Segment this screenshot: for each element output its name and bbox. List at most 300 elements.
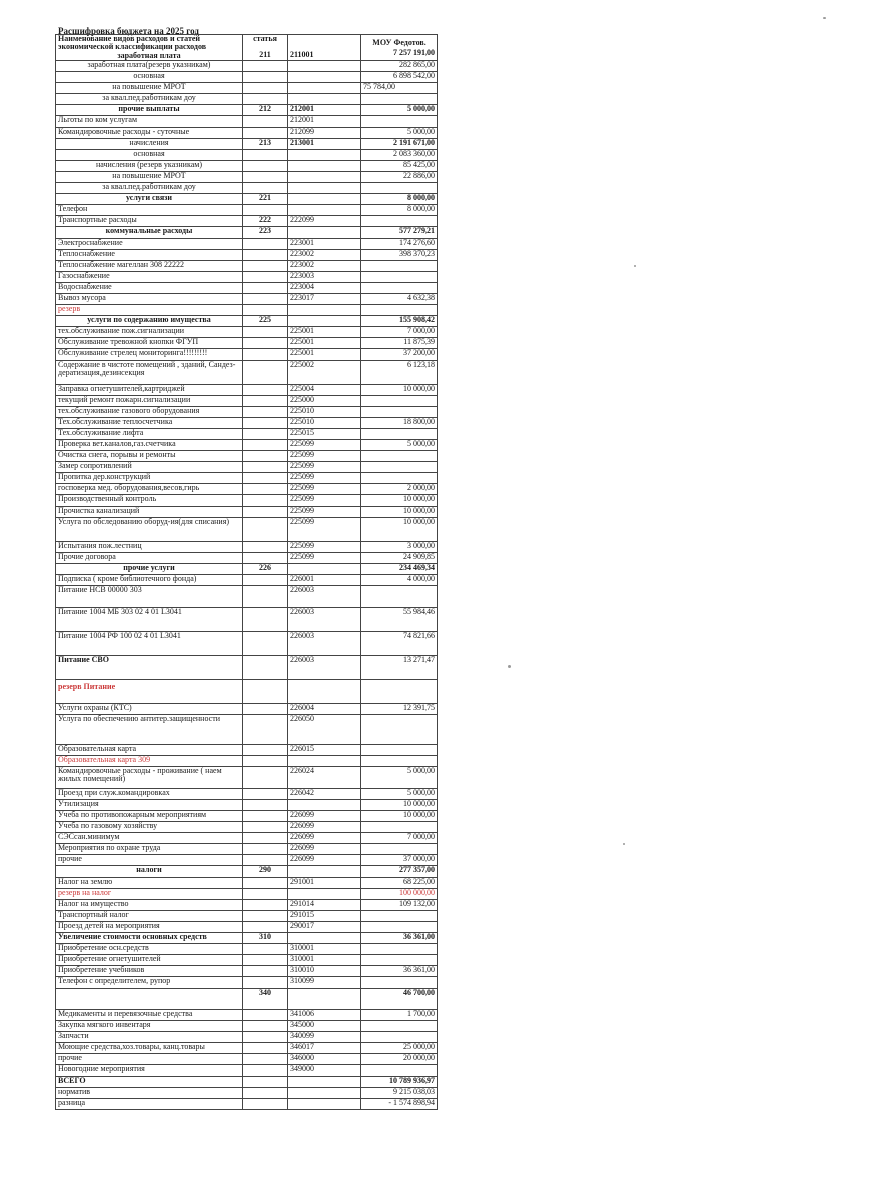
item-name-cell: Тех.обслуживание лифта <box>56 428 243 439</box>
article-cell: 212 <box>243 105 288 116</box>
code-cell: 345000 <box>288 1021 361 1032</box>
amount-cell: 2 191 671,00 <box>361 138 438 149</box>
article-cell <box>243 72 288 83</box>
item-name-cell: Услуга по обследованию оборуд-ия(для списания) <box>56 517 243 541</box>
article-cell <box>243 1076 288 1087</box>
table-row <box>56 966 438 977</box>
item-name-cell: тех.обслуживание газового оборудования <box>56 406 243 417</box>
article-cell <box>243 305 288 316</box>
item-name-cell: услуги связи <box>56 194 243 205</box>
header-sum-value: 7 257 191,00 <box>393 48 435 57</box>
table-row <box>56 440 438 451</box>
amount-cell: 4 632,38 <box>361 293 438 304</box>
amount-cell: 174 276,60 <box>361 238 438 249</box>
amount-cell: 11 875,39 <box>361 338 438 349</box>
code-cell: 226003 <box>288 607 361 631</box>
item-name-cell: Проезд детей на мероприятия <box>56 921 243 932</box>
item-name-cell: прочие <box>56 855 243 866</box>
item-name-cell: начисления (резерв указникам) <box>56 160 243 171</box>
amount-cell <box>361 1021 438 1032</box>
table-row <box>56 406 438 417</box>
amount-cell: 20 000,00 <box>361 1054 438 1065</box>
amount-cell <box>361 282 438 293</box>
amount-cell <box>361 715 438 745</box>
amount-cell <box>361 260 438 271</box>
table-row <box>56 1021 438 1032</box>
item-name-cell: основная <box>56 72 243 83</box>
table-row <box>56 607 438 631</box>
item-name-cell: прочие <box>56 1054 243 1065</box>
table-row <box>56 756 438 767</box>
table-row <box>56 788 438 799</box>
table-row <box>56 866 438 877</box>
code-cell: 223004 <box>288 282 361 293</box>
header-article-value: 211 <box>259 50 271 59</box>
code-cell <box>288 888 361 899</box>
item-name-cell: Приобретение осн.средств <box>56 944 243 955</box>
item-name-cell: Закупка мягкого инвентаря <box>56 1021 243 1032</box>
item-name-cell: начисления <box>56 138 243 149</box>
code-cell <box>288 183 361 194</box>
amount-cell: 109 132,00 <box>361 899 438 910</box>
table-row <box>56 227 438 238</box>
amount-cell: 37 000,00 <box>361 855 438 866</box>
item-name-cell: Теплоснабжение магеллан 308 22222 <box>56 260 243 271</box>
amount-cell <box>361 395 438 406</box>
article-cell <box>243 238 288 249</box>
table-row <box>56 473 438 484</box>
article-cell <box>243 127 288 138</box>
code-cell: 212001 <box>288 116 361 127</box>
article-cell <box>243 811 288 822</box>
item-name-cell: Обслуживание тревожной кнопки ФГУП <box>56 338 243 349</box>
table-row <box>56 1065 438 1076</box>
table-row <box>56 282 438 293</box>
code-cell: 310001 <box>288 944 361 955</box>
item-name-cell: Прочие договора <box>56 552 243 563</box>
code-cell: 226099 <box>288 855 361 866</box>
article-cell <box>243 171 288 182</box>
code-cell: 225010 <box>288 406 361 417</box>
article-cell <box>243 745 288 756</box>
table-row <box>56 327 438 338</box>
amount-cell: 9 215 038,03 <box>361 1087 438 1098</box>
code-cell: 291001 <box>288 877 361 888</box>
amount-cell: 8 000,00 <box>361 205 438 216</box>
amount-cell: 18 800,00 <box>361 417 438 428</box>
amount-cell: 10 000,00 <box>361 495 438 506</box>
code-cell <box>288 316 361 327</box>
item-name-cell: Медикаменты и перевязочные средства <box>56 1010 243 1021</box>
table-row <box>56 384 438 395</box>
table-row <box>56 484 438 495</box>
budget-table <box>55 34 438 1110</box>
item-name-cell: Обслуживание стрелец мониторинга!!!!!!!!! <box>56 349 243 360</box>
amount-cell <box>361 1032 438 1043</box>
table-row <box>56 1043 438 1054</box>
article-cell <box>243 395 288 406</box>
table-row <box>56 844 438 855</box>
code-cell <box>288 194 361 205</box>
table-row <box>56 360 438 384</box>
item-name-cell: Производственный контроль <box>56 495 243 506</box>
amount-cell: 155 908,42 <box>361 316 438 327</box>
amount-cell <box>361 822 438 833</box>
code-cell <box>288 227 361 238</box>
code-cell: 223001 <box>288 238 361 249</box>
article-cell <box>243 349 288 360</box>
table-row <box>56 1032 438 1043</box>
table-row <box>56 877 438 888</box>
code-cell <box>288 83 361 94</box>
item-name-cell: Замер сопротивлений <box>56 462 243 473</box>
article-cell <box>243 977 288 988</box>
amount-cell: 5 000,00 <box>361 440 438 451</box>
article-cell <box>243 205 288 216</box>
amount-cell <box>361 977 438 988</box>
article-cell <box>243 83 288 94</box>
item-name-cell: прочие выплаты <box>56 105 243 116</box>
code-cell: 223002 <box>288 260 361 271</box>
item-name-cell: Командировочные расходы - суточные <box>56 127 243 138</box>
amount-cell: 3 000,00 <box>361 541 438 552</box>
code-cell <box>288 72 361 83</box>
code-cell <box>288 94 361 105</box>
article-cell: 290 <box>243 866 288 877</box>
item-name-cell: резерв Питание <box>56 679 243 704</box>
article-cell <box>243 655 288 679</box>
code-cell: 225001 <box>288 338 361 349</box>
table-row <box>56 704 438 715</box>
table-row <box>56 811 438 822</box>
table-row <box>56 933 438 944</box>
amount-cell <box>361 745 438 756</box>
article-cell <box>243 679 288 704</box>
article-cell <box>243 327 288 338</box>
article-cell <box>243 855 288 866</box>
amount-cell <box>361 910 438 921</box>
table-row <box>56 715 438 745</box>
item-name-cell: заработная плата(резерв указникам) <box>56 61 243 72</box>
code-cell: 225001 <box>288 349 361 360</box>
header-article-label: статья <box>253 34 277 43</box>
item-name-cell: за квал.пед.работникам доу <box>56 94 243 105</box>
code-cell: 310010 <box>288 966 361 977</box>
amount-cell <box>361 406 438 417</box>
article-cell <box>243 484 288 495</box>
amount-cell: 2 083 360,00 <box>361 149 438 160</box>
amount-cell: 22 886,00 <box>361 171 438 182</box>
amount-cell <box>361 921 438 932</box>
article-cell <box>243 116 288 127</box>
amount-cell: 36 361,00 <box>361 933 438 944</box>
amount-cell <box>361 1065 438 1076</box>
item-name-cell: Проезд при служ.командировках <box>56 788 243 799</box>
article-cell <box>243 788 288 799</box>
table-row <box>56 249 438 260</box>
item-name-cell: Новогодние мероприятия <box>56 1065 243 1076</box>
amount-cell: 10 789 936,97 <box>361 1076 438 1087</box>
item-name-cell: Образовательная карта 309 <box>56 756 243 767</box>
amount-cell <box>361 94 438 105</box>
table-row <box>56 921 438 932</box>
article-cell <box>243 94 288 105</box>
article-cell <box>243 360 288 384</box>
table-row <box>56 899 438 910</box>
article-cell <box>243 451 288 462</box>
article-cell <box>243 384 288 395</box>
table-row <box>56 1054 438 1065</box>
table-row <box>56 462 438 473</box>
amount-cell: 12 391,75 <box>361 704 438 715</box>
item-name-cell: Вывоз мусора <box>56 293 243 304</box>
code-cell: 310099 <box>288 977 361 988</box>
code-cell: 341006 <box>288 1010 361 1021</box>
table-row <box>56 305 438 316</box>
code-cell: 346000 <box>288 1054 361 1065</box>
table-row <box>56 293 438 304</box>
amount-cell: 7 000,00 <box>361 327 438 338</box>
code-cell: 225002 <box>288 360 361 384</box>
code-cell <box>288 988 361 1010</box>
amount-cell: 8 000,00 <box>361 194 438 205</box>
table-row <box>56 944 438 955</box>
article-cell: 223 <box>243 227 288 238</box>
amount-cell <box>361 462 438 473</box>
amount-cell: 37 200,00 <box>361 349 438 360</box>
code-cell: 225015 <box>288 428 361 439</box>
table-row <box>56 767 438 789</box>
item-name-cell: Телефон <box>56 205 243 216</box>
amount-cell <box>361 679 438 704</box>
amount-cell <box>361 473 438 484</box>
code-cell: 226003 <box>288 655 361 679</box>
item-name-cell: основная <box>56 149 243 160</box>
table-row <box>56 183 438 194</box>
code-cell: 226003 <box>288 586 361 608</box>
code-cell: 225099 <box>288 552 361 563</box>
item-name-cell: Тех.обслуживание теплосчетчика <box>56 417 243 428</box>
table-row <box>56 238 438 249</box>
code-cell: 225099 <box>288 473 361 484</box>
article-cell: 222 <box>243 216 288 227</box>
amount-cell: 13 271,47 <box>361 655 438 679</box>
amount-cell <box>361 586 438 608</box>
code-cell: 225099 <box>288 440 361 451</box>
header-name-label: Наименование видов расходов и статей экономической классификации расходов <box>58 34 207 51</box>
article-cell <box>243 910 288 921</box>
amount-cell <box>361 183 438 194</box>
article-cell <box>243 955 288 966</box>
table-row <box>56 977 438 988</box>
code-cell <box>288 679 361 704</box>
article-cell <box>243 1032 288 1043</box>
table-row <box>56 910 438 921</box>
item-name-cell: Телефон с определителем, рупор <box>56 977 243 988</box>
amount-cell: 234 469,34 <box>361 563 438 574</box>
table-row <box>56 216 438 227</box>
code-cell: 225099 <box>288 484 361 495</box>
article-cell: 213 <box>243 138 288 149</box>
code-cell: 225000 <box>288 395 361 406</box>
code-cell: 225001 <box>288 327 361 338</box>
amount-cell: 10 000,00 <box>361 811 438 822</box>
code-cell: 226003 <box>288 631 361 655</box>
item-name-cell: госповерка мед. оборудования,весов,гирь <box>56 484 243 495</box>
article-cell <box>243 767 288 789</box>
amount-cell: 6 898 542,00 <box>361 72 438 83</box>
amount-cell: 46 700,00 <box>361 988 438 1010</box>
code-cell <box>288 149 361 160</box>
item-name-cell: на повышение МРОТ <box>56 83 243 94</box>
page-title: Расшифровка бюджета на 2025 год <box>58 26 199 36</box>
table-row <box>56 72 438 83</box>
item-name-cell: Приобретение огнетушителей <box>56 955 243 966</box>
article-cell <box>243 249 288 260</box>
scan-speck <box>634 265 636 267</box>
table-row <box>56 417 438 428</box>
code-cell <box>288 205 361 216</box>
table-row <box>56 552 438 563</box>
item-name-cell: Питание 1004 МБ 303 02 4 01 L3041 <box>56 607 243 631</box>
item-name-cell: Утилизация <box>56 799 243 810</box>
amount-cell: 5 000,00 <box>361 105 438 116</box>
item-name-cell: на повышение МРОТ <box>56 171 243 182</box>
code-cell <box>288 305 361 316</box>
code-cell: 225099 <box>288 495 361 506</box>
table-row <box>56 563 438 574</box>
item-name-cell: Проверка вет.каналов,газ.счетчика <box>56 440 243 451</box>
item-name-cell: Запчасти <box>56 1032 243 1043</box>
amount-cell: 25 000,00 <box>361 1043 438 1054</box>
amount-cell <box>361 944 438 955</box>
item-name-cell: Газоснабжение <box>56 271 243 282</box>
item-name-cell: Заправка огнетушителей,картриджей <box>56 384 243 395</box>
item-name-cell: Питание 1004 РФ 100 02 4 01 L3041 <box>56 631 243 655</box>
code-cell <box>288 563 361 574</box>
item-name-cell: Прочистка канализаций <box>56 506 243 517</box>
table-row <box>56 205 438 216</box>
article-cell <box>243 293 288 304</box>
article-cell <box>243 541 288 552</box>
item-name-cell: услуги по содержанию имущества <box>56 316 243 327</box>
scan-speck <box>508 665 511 668</box>
table-row <box>56 679 438 704</box>
article-cell <box>243 899 288 910</box>
table-row <box>56 451 438 462</box>
code-cell <box>288 61 361 72</box>
table-row <box>56 988 438 1010</box>
table-row <box>56 822 438 833</box>
code-cell: 223003 <box>288 271 361 282</box>
table-row <box>56 855 438 866</box>
amount-cell: 74 821,66 <box>361 631 438 655</box>
amount-cell: 4 000,00 <box>361 574 438 585</box>
amount-cell: 282 865,00 <box>361 61 438 72</box>
table-row <box>56 116 438 127</box>
amount-cell <box>361 216 438 227</box>
table-row <box>56 888 438 899</box>
table-row <box>56 1010 438 1021</box>
amount-cell: 7 000,00 <box>361 833 438 844</box>
table-row <box>56 1076 438 1087</box>
table-row <box>56 1087 438 1098</box>
table-row <box>56 61 438 72</box>
table-row <box>56 316 438 327</box>
table-row <box>56 338 438 349</box>
table-row <box>56 271 438 282</box>
amount-cell: 277 357,00 <box>361 866 438 877</box>
table-row <box>56 349 438 360</box>
item-name-cell: Испытания пож.лестниц <box>56 541 243 552</box>
item-name-cell: Питание НСВ 00000 303 <box>56 586 243 608</box>
article-cell <box>243 888 288 899</box>
article-cell <box>243 282 288 293</box>
code-cell: 225099 <box>288 517 361 541</box>
item-name-cell: Транспортный налог <box>56 910 243 921</box>
article-cell <box>243 574 288 585</box>
code-cell: 291014 <box>288 899 361 910</box>
item-name-cell: тех.обслуживание пож.сигнализации <box>56 327 243 338</box>
article-cell <box>243 704 288 715</box>
amount-cell: 68 225,00 <box>361 877 438 888</box>
article-cell: 340 <box>243 988 288 1010</box>
article-cell <box>243 552 288 563</box>
header-name-cell <box>56 35 243 61</box>
article-cell <box>243 877 288 888</box>
article-cell <box>243 631 288 655</box>
table-row <box>56 138 438 149</box>
article-cell <box>243 260 288 271</box>
item-name-cell: разница <box>56 1098 243 1109</box>
code-cell: 225099 <box>288 541 361 552</box>
article-cell: 226 <box>243 563 288 574</box>
table-row <box>56 94 438 105</box>
scan-speck <box>623 843 625 845</box>
code-cell: 225099 <box>288 451 361 462</box>
code-cell: 310001 <box>288 955 361 966</box>
item-name-cell <box>56 988 243 1010</box>
amount-cell: 6 123,18 <box>361 360 438 384</box>
code-cell: 226024 <box>288 767 361 789</box>
table-row <box>56 149 438 160</box>
table-row <box>56 799 438 810</box>
code-cell: 226042 <box>288 788 361 799</box>
item-name-cell: Транспортные расходы <box>56 216 243 227</box>
code-cell: 226099 <box>288 811 361 822</box>
code-cell: 340099 <box>288 1032 361 1043</box>
item-name-cell: Командировочные расходы - проживание ( наем жилых помещений) <box>56 767 243 789</box>
code-cell <box>288 1098 361 1109</box>
article-cell: 310 <box>243 933 288 944</box>
article-cell <box>243 149 288 160</box>
item-name-cell: Моющие средства,хоз.товары, канц.товары <box>56 1043 243 1054</box>
article-cell <box>243 921 288 932</box>
code-cell <box>288 756 361 767</box>
table-row <box>56 194 438 205</box>
item-name-cell: Услуга по обеспечению антитер.защищенности <box>56 715 243 745</box>
table-row <box>56 506 438 517</box>
item-name-cell: ВСЕГО <box>56 1076 243 1087</box>
code-cell <box>288 160 361 171</box>
amount-cell <box>361 756 438 767</box>
code-cell: 291015 <box>288 910 361 921</box>
article-cell <box>243 440 288 451</box>
code-cell: 226050 <box>288 715 361 745</box>
table-row <box>56 160 438 171</box>
table-row <box>56 495 438 506</box>
amount-cell: 100 000,00 <box>361 888 438 899</box>
